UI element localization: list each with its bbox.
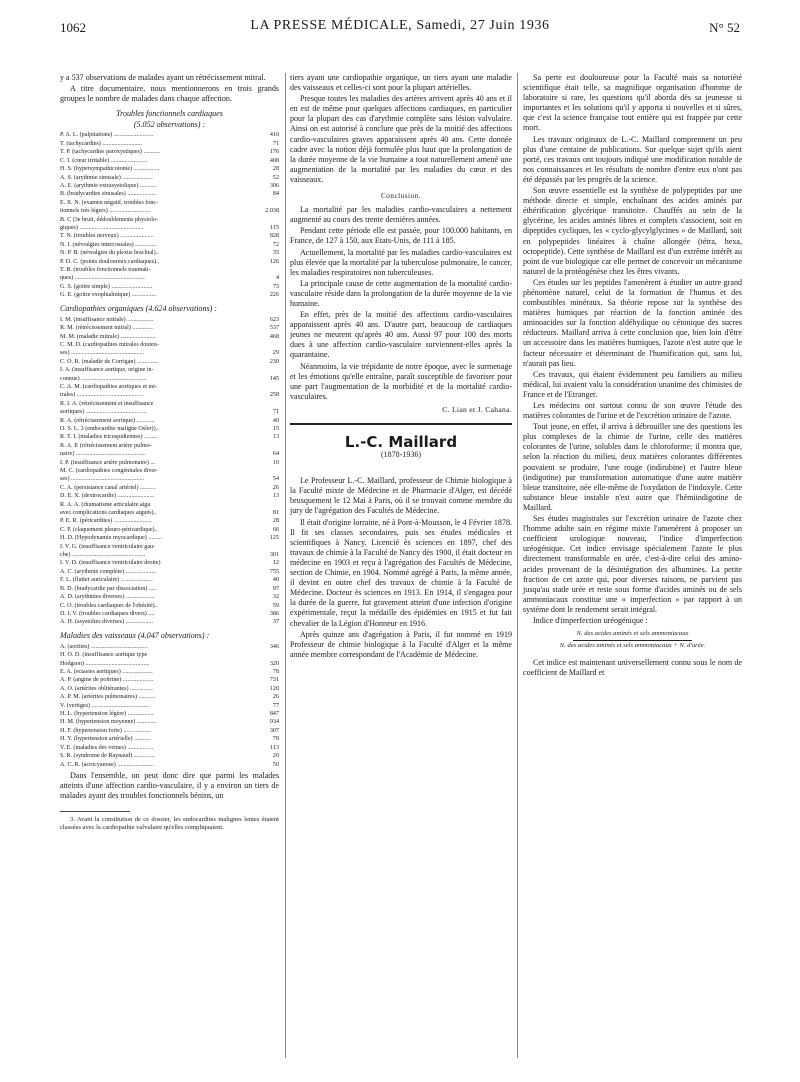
table-row	[60, 543, 279, 551]
row-value: 29	[272, 350, 279, 357]
table-row	[60, 383, 279, 391]
table-row	[60, 148, 279, 156]
conclusion-paragraph-6: Néanmoins, la vie trépidante de notre époque, avec le surmenage et les émotions qu'elle entraîne, paraît susceptible de favoriser pour une part l'augmentation de la morbidité et de la mortalité cardio-vasculaires.	[290, 361, 512, 401]
row-label: I. A. (insuffisance aortique, origine in-	[60, 367, 154, 374]
table-row	[60, 258, 279, 266]
table-row	[60, 366, 279, 374]
table-row	[60, 433, 279, 441]
obituary-title: L.-C. Maillard	[344, 433, 458, 451]
conclusion-paragraph-5: En effet, près de la moitié des affections cardio-vasculaires apparaissent après 40 ans. D'autre part, beaucoup de cardiaques jeunes ne meurent qu'après 40 ans. Aussi 97 pour 100 des morts dues à une affection cardio-vasculaire surviennent-elles après la quarantaine.	[290, 310, 512, 360]
row-label: C. A. (persistance canal artériel) ..........	[60, 484, 156, 491]
table-row	[60, 660, 279, 668]
row-value: 755	[269, 568, 279, 575]
section-divider	[290, 423, 512, 425]
row-label: A. C. (arythmie complète) ....................	[60, 568, 157, 575]
row-label: O. S. L. 3 (endocardite maligne Osler))..	[60, 425, 159, 432]
row-value: 306	[269, 182, 279, 189]
row-value: 258	[269, 392, 279, 399]
row-label: C. A. M. (cardiopathies aortiques et mi-	[60, 383, 157, 390]
table-row	[60, 576, 279, 584]
table-row	[60, 224, 279, 232]
row-label: R. I. A. (rétrécissement et insuffisance	[60, 400, 154, 407]
row-value: 40	[272, 577, 279, 584]
col3-paragraph-3: Son œuvre essentielle est la synthèse de polypeptides par une méthode directe et simple, enchaînant des acides aminés par éthérification glycérique transitoire. Chauffés au sein de la glycérine, les acides aminés libres et complets s'associent, soit en dipeptides cycliques, les « cyclo-glycylglycines » de Maillard, soit en polypeptides linéaires à chaîne allongée (tétra, hexa, octopeptide). Cette synthèse de Maillard est d'un extrême intérêt au point de vue biologique car elle permet de concevoir un mécanisme naturel de la protéogénèse chez les êtres vivants.	[523, 186, 742, 276]
row-value: 26	[272, 484, 279, 491]
row-label: M. M. (maladie mitrale) .......................	[60, 333, 156, 340]
col3-paragraph-5: Ces travaux, qui étaient évidemment peu familiers au milieu médical, lui avaient valu la considération unanime des chimistes de France et de l'Etranger.	[523, 369, 742, 399]
column-rule-right	[517, 73, 518, 1058]
table-row	[60, 568, 279, 576]
row-value: 2.038	[265, 208, 279, 215]
row-value: 28	[272, 166, 279, 173]
table-row	[60, 585, 279, 593]
table-row	[60, 467, 279, 475]
row-label: S. R. (syndrome de Raynaud) ..............	[60, 753, 155, 760]
intro-paragraph-1: y a 537 observations de malades ayant un rétrécissement mitral.	[60, 73, 266, 82]
row-label: T. (tachycardies) ..........................	[60, 140, 142, 147]
row-label: E. X. N. (examen négatif, troubles fonc-	[60, 199, 159, 206]
table-row	[60, 291, 279, 299]
col3-final-paragraph: Cet indice est maintenant universellement connu sous le nom de coefficient de Maillard et	[523, 658, 742, 678]
table-row	[60, 450, 279, 458]
row-value: 49	[272, 417, 279, 424]
row-value: 35	[272, 250, 279, 257]
table-row	[60, 559, 279, 567]
table-row	[60, 190, 279, 198]
row-label: I. V. G. (insuffisance ventriculaire gau-	[60, 543, 156, 550]
table-row	[60, 475, 279, 483]
row-value: 10	[272, 459, 279, 466]
row-label: C. O. R. (maladie de Corrigan) ..............	[60, 358, 159, 365]
row-label: E. A. (ectasies aortiques) ....................	[60, 669, 153, 676]
conclusion-paragraph-3: Actuellement, la mortalité par les maladies cardio-vasculaires est plus élevée que la mortalité par la tuberculose pulmonaire, le cancer, les maladies respiratoires non tuberculeuses.	[290, 247, 512, 277]
col3-paragraph-4: Ces études sur les peptides l'amenèrent à étudier un autre grand phénomène naturel, celui de la formation de l'humus et des combustibles minéraux. Sa théorie repose sur la synthèse des matières humiques par réaction de la fonction aminée des aminoacides sur la fonction aldéhydique ou cétonique des sucres réducteurs. Maillard arriva à cette conclusion que, bien loin d'être un accessoire dans les matières humiques, l'azote n'est autre que le facteur nécessaire et déterminant de l'humification qui, sans lui, n'aurait pas lieu.	[523, 277, 742, 368]
row-label: H. S. (hypersympathicotonie) .................	[60, 166, 160, 173]
row-value: 77	[272, 702, 279, 709]
row-label: P. D. C. (points douloureux cardiaques)..	[60, 258, 160, 265]
table-row	[60, 333, 279, 341]
conclusion-paragraph-1: La mortalité par les maladies cardio-vasculaires a nettement augmenté au cours des trente dernières années.	[290, 205, 512, 225]
row-value: 731	[269, 677, 279, 684]
row-label: tionnels très légers) ...........................	[60, 208, 151, 215]
table-row	[60, 610, 279, 618]
row-value: 113	[270, 744, 279, 751]
table-row	[60, 207, 279, 215]
table-row	[60, 517, 279, 525]
row-label: A. P. (angine de poitrine) ....................	[60, 677, 154, 684]
row-value: 52	[272, 174, 279, 181]
page-number: 1062	[60, 20, 86, 35]
table-row	[60, 702, 279, 710]
row-label: T. B. (troubles fonctionnels traumati-	[60, 266, 151, 273]
row-label: D. E. X. (dextrocardie) ........................	[60, 493, 155, 500]
row-label: R. M. (rétrécissement mitral) ..............	[60, 325, 154, 332]
row-label: Hodgson) ..........................................	[60, 660, 150, 667]
table-row	[60, 526, 279, 534]
table-row	[60, 459, 279, 467]
organiques-table	[60, 316, 279, 627]
row-label: A. C. R. (acrocyanose) ........................	[60, 761, 154, 768]
table-row	[60, 643, 279, 651]
row-value: 125	[269, 535, 279, 542]
row-value: 537	[269, 325, 279, 332]
row-label: A. O. (artérites oblitérantes) ...............	[60, 685, 153, 692]
row-label: B. C (3e bruit, dédoublements physiolo-	[60, 216, 158, 223]
row-label: ses) ................................................	[60, 350, 145, 357]
row-value: 847	[269, 711, 279, 718]
table-row	[60, 651, 279, 659]
row-value: 934	[269, 719, 279, 726]
row-label: R. A. P. (rétrécissement artère pulmo-	[60, 442, 152, 449]
row-label: I. P. (insuffisance artère pulmonaire) ...	[60, 459, 155, 466]
table-row	[60, 324, 279, 332]
table-row	[60, 676, 279, 684]
table-row	[60, 165, 279, 173]
row-value: 71	[272, 409, 279, 416]
formula-numerator: N. des acides aminés et sels ammoniacaux	[573, 630, 693, 641]
row-value: 64	[272, 451, 279, 458]
row-label: ques) ..............................................	[60, 275, 145, 282]
row-label: che) ................................................	[60, 552, 146, 559]
table-row	[60, 593, 279, 601]
table-row	[60, 140, 279, 148]
obituary-paragraph-3: Après quinze ans d'agrégation à Paris, il fut nommé en 1919 Professeur de chimie biologique à la Faculté d'Alger et la même année membre correspondant de l'Académie de Médecine.	[290, 629, 512, 659]
row-label: V. (vertiges) ......................................	[60, 702, 150, 709]
row-label: A. P. M. (artérites pulmonaires) ...........	[60, 694, 156, 701]
table-row	[60, 358, 279, 366]
row-value: 73	[272, 283, 279, 290]
table-row	[60, 618, 279, 626]
row-value: 78	[272, 669, 279, 676]
table-row	[60, 400, 279, 408]
row-value: 32	[272, 594, 279, 601]
row-label: C. P. (claquement pleuro-péricardique)..	[60, 526, 158, 533]
table-row	[60, 668, 279, 676]
row-label: A. E. (arythmie extrasystolique) ...........	[60, 182, 157, 189]
table-row	[60, 174, 279, 182]
row-label: C. M. D. (cardiopathies mitrales douteu-	[60, 341, 159, 348]
table-row	[60, 391, 279, 399]
row-value: 828	[269, 233, 279, 240]
row-label: M. C. (cardiopathies congénitales diver-	[60, 468, 159, 474]
table-row	[60, 417, 279, 425]
table-row	[60, 492, 279, 500]
row-label: P. A. L. (palpitations) ..........................	[60, 132, 154, 139]
row-label: V. E. (maladies des veines) .................	[60, 744, 154, 751]
troubles-table	[60, 131, 279, 299]
column-3	[523, 73, 742, 679]
table-row	[60, 534, 279, 542]
row-label: N. P. B. (névralgies du plexus brachial)..	[60, 250, 159, 257]
row-label: B. (bradycardies sinusales) ...................	[60, 191, 157, 198]
table-row	[60, 375, 279, 383]
table-row	[60, 131, 279, 139]
row-value: 12	[272, 560, 279, 567]
table-row	[60, 735, 279, 743]
issue-number: N° 52	[709, 20, 740, 35]
row-label: T. N. (troubles nerveux) ......................	[60, 233, 154, 240]
col2-paragraph-2: Presque toutes les maladies des artères arrivent après 40 ans et il en est de même pour quelques affections cardiaques, en particulier pour la plupart des cas d'arythmie complète sans lésion valvulaire. Ainsi on est autorisé à conclure que près de la moitié des affections cardio-vasculaires graves apparaissent après 40 ans. Cette donnée cadre avec la notion déjà formulée plus haut que la prolongation de la durée moyenne de la vie humaine a tout naturellement amené une augmentation de la mortalité par les maladies du cœur et des vaisseaux.	[290, 94, 512, 184]
row-value: 81	[272, 510, 279, 517]
row-label: G. E. (goitre exophtalmique) ................	[60, 292, 157, 299]
table-row	[60, 484, 279, 492]
organiques-heading: Cardiopathies organiques (4.624 observations) :	[60, 303, 217, 313]
col3-paragraph-8: Ses études magistrales sur l'excrétion urinaire de l'azote chez l'homme adulte sain en régime mixte l'amenèrent à proposer un coefficient urologique nouveau, l'indice d'imperfection uréogénique. Cet indice envisage spécialement l'azote le plus directement transformable en urée, c'est-à-dire celui des amino-acides provenant de la désintégration des albumines. La petite fraction de cet azote qui, pour diverses raisons, ne parvient pas jusqu'au stade urée et reste sous forme d'acides aminés ou de sels ammoniacaux constitue une « imperfection » par rapport à un système dont le rendement serait intégral.	[523, 514, 742, 614]
row-value: 15	[272, 425, 279, 432]
row-label: R. T. I. (maladies tricuspidiennes) .........	[60, 434, 158, 441]
table-row	[60, 199, 279, 207]
table-row	[60, 727, 279, 735]
row-label: C. I. (cœur irritable) ........................	[60, 157, 148, 164]
obituary-paragraph-2: Il était d'origine lorraine, né à Pont-à-Mousson, le 4 Février 1878. Il fit ses classes secondaires, puis ses études médicales et scientifiques à Nancy. Licencié ès sciences en 1897, chef des travaux de chimie à la Faculté de Nancy dès 1900, il était docteur en médecine en 1903 et reçu à l'agrégation des Facultés de Médecine, section de Chimie, en 1904. Nommé agrégé à Paris, la même année, il devint en outre chef des travaux de chimie à la Faculté de Médecine. Docteur ès sciences en 1913. En 1914, il s'engagea pour la durée de la guerre, fut gravement atteint d'une infection d'origine expérimentale, reçut la médaille des épidémies en 1915 et fut fait chevalier de la Légion d'Honneur en 1916.	[290, 517, 512, 628]
table-row	[60, 744, 279, 752]
row-value: 346	[269, 643, 279, 650]
row-label: connue) ...........................................	[60, 375, 147, 382]
row-value: 176	[269, 149, 279, 156]
row-label: H. F. (hypertension forte) ..................	[60, 727, 151, 734]
table-row	[60, 710, 279, 718]
table-row	[60, 602, 279, 610]
column-rule-left	[285, 73, 286, 1058]
row-label: aortiques) ........................................	[60, 409, 147, 416]
table-row	[60, 249, 279, 257]
table-row	[60, 442, 279, 450]
row-value: 410	[269, 132, 279, 139]
row-label: G. S. (goitre simple) ...........................	[60, 283, 153, 290]
column-2	[290, 73, 512, 661]
row-value: 307	[269, 727, 279, 734]
troubles-subheading: (5.052 observations) :	[133, 120, 206, 130]
row-value: 226	[269, 292, 279, 299]
row-value: 72	[272, 241, 279, 248]
troubles-heading: Troubles fonctionnels cardiaques	[116, 109, 223, 119]
row-value: 59	[272, 602, 279, 609]
index-label: Indice d'imperfection uréogénique :	[533, 615, 648, 625]
row-value: 115	[270, 224, 279, 231]
table-row	[60, 283, 279, 291]
row-value: 97	[272, 585, 279, 592]
intro-paragraph-2: A titre documentaire, nous mentionnerons en trois grands groupes le nombre de malades dans chaque affection.	[60, 84, 279, 104]
table-row	[60, 349, 279, 357]
row-value: 126	[269, 258, 279, 265]
row-label: P. E. R. (péricardites) .........................	[60, 518, 152, 525]
row-label: B. D. (bradycardie par dissociation) .....	[60, 585, 157, 592]
table-row	[60, 761, 279, 769]
row-label: H. Y. (hypertension artérielle) ...........	[60, 736, 151, 743]
table-row	[60, 157, 279, 165]
table-row	[60, 718, 279, 726]
col2-paragraph-1: tiers ayant une cardiopathie organique, un tiers ayant une maladie des vaisseaux et celles-ci sont pour la plupart artérielles.	[290, 73, 512, 93]
row-value: 13	[272, 434, 279, 441]
table-row	[60, 551, 279, 559]
table-row	[60, 341, 279, 349]
row-label: A. H. (asystolies diverses) ..................	[60, 619, 154, 626]
row-value: 145	[269, 375, 279, 382]
table-row	[60, 752, 279, 760]
formula-denominator: N. des acides aminés et sels ammoniacaux + N. d'urée.	[559, 641, 706, 649]
table-row	[60, 316, 279, 324]
table-row	[60, 182, 279, 190]
table-row	[60, 425, 279, 433]
row-label: A. D. (arythmies diverses) ...................	[60, 594, 155, 601]
row-label: I. M. (insuffisance mitrale) .................	[60, 316, 154, 323]
row-label: C. O. (troubles cardiaques de l'obésité)..	[60, 602, 158, 609]
row-label: I. V. D. (insuffisance ventriculaire droite)	[60, 560, 161, 567]
row-label: R. A. A. (rhumatisme articulaire aigu	[60, 501, 151, 508]
article-signature: C. Lian et J. Cahana.	[442, 404, 512, 414]
table-row	[60, 216, 279, 224]
row-label: naire) ..............................................	[60, 451, 146, 458]
table-row	[60, 232, 279, 240]
table-row	[60, 274, 279, 282]
column-1	[60, 73, 279, 832]
conclusion-paragraph-4: La principale cause de cette augmentation de la mortalité cardio-vasculaire réside dans la prolongation de la durée moyenne de la vie humaine.	[290, 278, 512, 308]
row-value: 301	[269, 552, 279, 559]
row-label: D. I. V. (troubles cardiaques divers) ....	[60, 610, 155, 617]
row-label: A. S. (arythmie sinusale) ....................	[60, 174, 153, 181]
col3-paragraph-6: Les médecins ont surtout connu de son œuvre l'étude des matières colorantes de l'urine et de l'excrétion urinaire de l'azote.	[523, 401, 742, 421]
row-label: N. I. (névralgies intercostales) ..............	[60, 241, 157, 248]
journal-title: LA PRESSE MÉDICALE, Samedi, 27 Juin 1936	[250, 18, 550, 33]
footnote: 3. Avant la constitution de ce dossier, les endocardites malignes lentes étaient classées avec la cardiopathie valvulaire qu'elles compliquaient.	[60, 816, 279, 832]
row-value: 623	[269, 316, 279, 323]
vaisseaux-table	[60, 643, 279, 769]
row-label: H. L. (hypertension légère) .................	[60, 711, 154, 718]
table-row	[60, 509, 279, 517]
table-row	[60, 685, 279, 693]
row-value: 320	[269, 660, 279, 667]
page-header	[60, 18, 740, 40]
col3-paragraph-7: Tout jeune, en effet, il arriva à débrouiller une des questions les plus complexes de la chimie de l'urine, celle des matières colorantes de l'urine, solubles dans le chloroforme; il montra que, selon la réaction du milieu, deux matières colorantes différentes pouvaient se produire, l'une rouge (indirubine) et l'autre bleue (indigotine) par transformation automatique d'une autre matière bleue transitoire, née elle-même de l'oxydation de l'indoxyle. Cette substance bleue instable n'est autre que l'hémiindigotine de Maillard.	[523, 422, 742, 512]
row-value: 66	[272, 526, 279, 533]
row-label: giques) ..........................................	[60, 224, 144, 231]
row-label: R. A. (rétrécissement aortique) ............	[60, 417, 155, 424]
row-label: ses) ................................................	[60, 476, 145, 483]
row-label: avec complications cardiaques aiguës)..	[60, 510, 157, 517]
table-row	[60, 693, 279, 701]
maillard-formula	[523, 630, 742, 650]
row-label: H. O. D. (insuffisance aortique type	[60, 652, 148, 659]
table-row	[60, 266, 279, 274]
row-value: 28	[272, 518, 279, 525]
row-value: 50	[272, 761, 279, 768]
table-row	[60, 501, 279, 509]
footnote-rule	[60, 811, 130, 812]
row-value: 37	[272, 619, 279, 626]
obituary-paragraph-1: Le Professeur L.-C. Maillard, professeur de Chimie biologique à la Faculté mixte de Médecine et de Pharmacie d'Alger, est décédé brusquement le 12 Mai à Paris, où il se trouvait comme membre du jury de l'agrégation des Facultés de Médecine.	[290, 476, 512, 516]
obituary-years: (1878-1936)	[381, 450, 421, 460]
row-value: 468	[269, 333, 279, 340]
conclusion-heading: Conclusion.	[380, 192, 422, 201]
row-label: H. D. (Hypodynamie myocardique) .........	[60, 535, 163, 542]
row-value: 54	[272, 476, 279, 483]
row-value: 26	[272, 694, 279, 701]
row-value: 20	[272, 753, 279, 760]
row-value: 84	[272, 191, 279, 198]
row-value: 78	[272, 736, 279, 743]
row-value: 4	[275, 275, 279, 282]
row-value: 408	[269, 157, 279, 164]
table-row	[60, 408, 279, 416]
row-label: H. M. (hypertension moyenne) .............	[60, 719, 157, 726]
vaisseaux-heading: Maladies des vaisseaux (4.047 observations) :	[60, 630, 210, 640]
row-value: 120	[269, 685, 279, 692]
conclusion-paragraph-2: Pendant cette période elle est passée, pour 100.000 habitants, en France, de 127 à 150, aux Etats-Unis, de 111 à 185.	[290, 226, 512, 246]
row-value: 386	[269, 610, 279, 617]
row-label: A. (aortites) .....................................	[60, 643, 148, 650]
row-label: T. P. (tachycardies paroxystiques) ...........	[60, 149, 161, 156]
table-row	[60, 241, 279, 249]
col3-paragraph-2: Les travaux originaux de L.-C. Maillard comprennent un peu plus d'une centaine de publications. Sur quelque sujet qu'ils aient porté, ces travaux ont toujours indiqué une modification notable de nos connaissances et les résultats de nombre d'entre eux n'ont pas été dépassés par les progrès de la science.	[523, 134, 742, 184]
row-label: F. L. (flutter auriculaire) .....................	[60, 577, 153, 584]
row-value: 71	[272, 140, 279, 147]
col3-paragraph-1: Sa perte est douloureuse pour la Faculté mais sa notoriété scientifique était telle, sa magnifique organisation d'homme de laboratoire si rare, les questions qu'il aborda dès sa jeunesse si importantes et les solutions qu'il y apporta si nouvelles et si sûres, que c'est la science française tout entière qui est frappée par cette mort.	[523, 73, 742, 133]
row-value: 230	[269, 358, 279, 365]
closing-paragraph: Dans l'ensemble, on peut donc dire que parmi les malades atteints d'une affection cardio-vasculaire, il y a environ un tiers de malades ayant des troubles fonctionnels bénins, un	[60, 770, 279, 801]
row-value: 13	[272, 493, 279, 500]
row-label: trales) ............................................	[60, 392, 144, 399]
